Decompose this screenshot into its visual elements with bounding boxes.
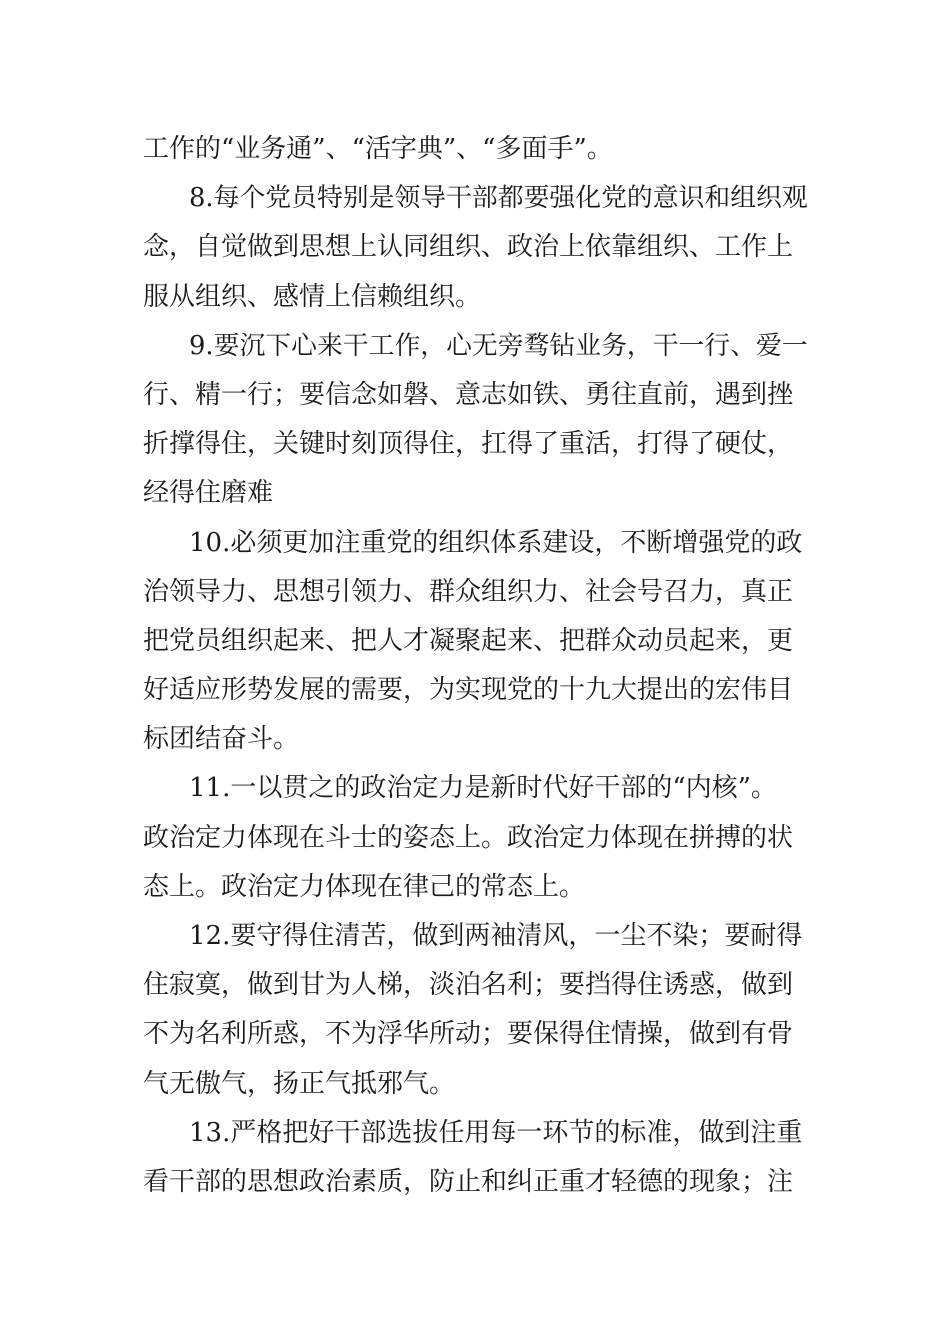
paragraph-first-line: 11.一以贯之的政治定力是新时代好干部的“内核”。 bbox=[189, 773, 777, 804]
text-line: 看干部的思想政治素质，防止和纠正重才轻德的现象；注 bbox=[143, 1166, 794, 1197]
text-line: 气无傲气，扬正气抵邪气。 bbox=[143, 1068, 456, 1099]
paragraph-first-line: 8.每个党员特别是领导干部都要强化党的意识和组织观 bbox=[189, 183, 808, 214]
text-line: 态上。政治定力体现在律己的常态上。 bbox=[143, 871, 586, 902]
document-body bbox=[143, 125, 808, 1207]
text-line: 不为名利所惑，不为浮华所动；要保得住情操，做到有骨 bbox=[143, 1019, 794, 1050]
paragraph-first-line: 9.要沉下心来干工作，心无旁骛钻业务，干一行、爱一 bbox=[189, 330, 808, 361]
text-line: 经得住磨难 bbox=[143, 478, 274, 509]
text-line: 好适应形势发展的需要，为实现党的十九大提出的宏伟目 bbox=[143, 675, 794, 706]
text-line: 折撑得住，关键时刻顶得住，扛得了重活，打得了硬仗， bbox=[143, 429, 794, 460]
text-line: 念，自觉做到思想上认同组织、政治上依靠组织、工作上 bbox=[143, 232, 794, 263]
text-line: 把党员组织起来、把人才凝聚起来、把群众动员起来，更 bbox=[143, 625, 794, 656]
text-line: 住寂寞，做到甘为人梯，淡泊名利；要挡得住诱惑，做到 bbox=[143, 970, 794, 1001]
paragraph-first-line: 12.要守得住清苦，做到两袖清风，一尘不染；要耐得 bbox=[189, 921, 803, 951]
paragraph-first-line: 10.必须更加注重党的组织体系建设，不断增强党的政 bbox=[189, 527, 803, 558]
paragraph-first-line: 13.严格把好干部选拔任用每一环节的标准，做到注重 bbox=[189, 1117, 803, 1148]
text-line: 行、精一行；要信念如磐、意志如铁、勇往直前，遇到挫 bbox=[143, 379, 794, 410]
text-line: 服从组织、感情上信赖组织。 bbox=[143, 281, 482, 312]
text-line: 政治定力体现在斗士的姿态上。政治定力体现在拼搏的状 bbox=[143, 822, 794, 853]
text-line: 标团结奋斗。 bbox=[143, 724, 300, 755]
text-line: 治领导力、思想引领力、群众组织力、社会号召力，真正 bbox=[143, 576, 794, 607]
text-line: 工作的“业务通”、“活字典”、“多面手”。 bbox=[143, 134, 613, 164]
